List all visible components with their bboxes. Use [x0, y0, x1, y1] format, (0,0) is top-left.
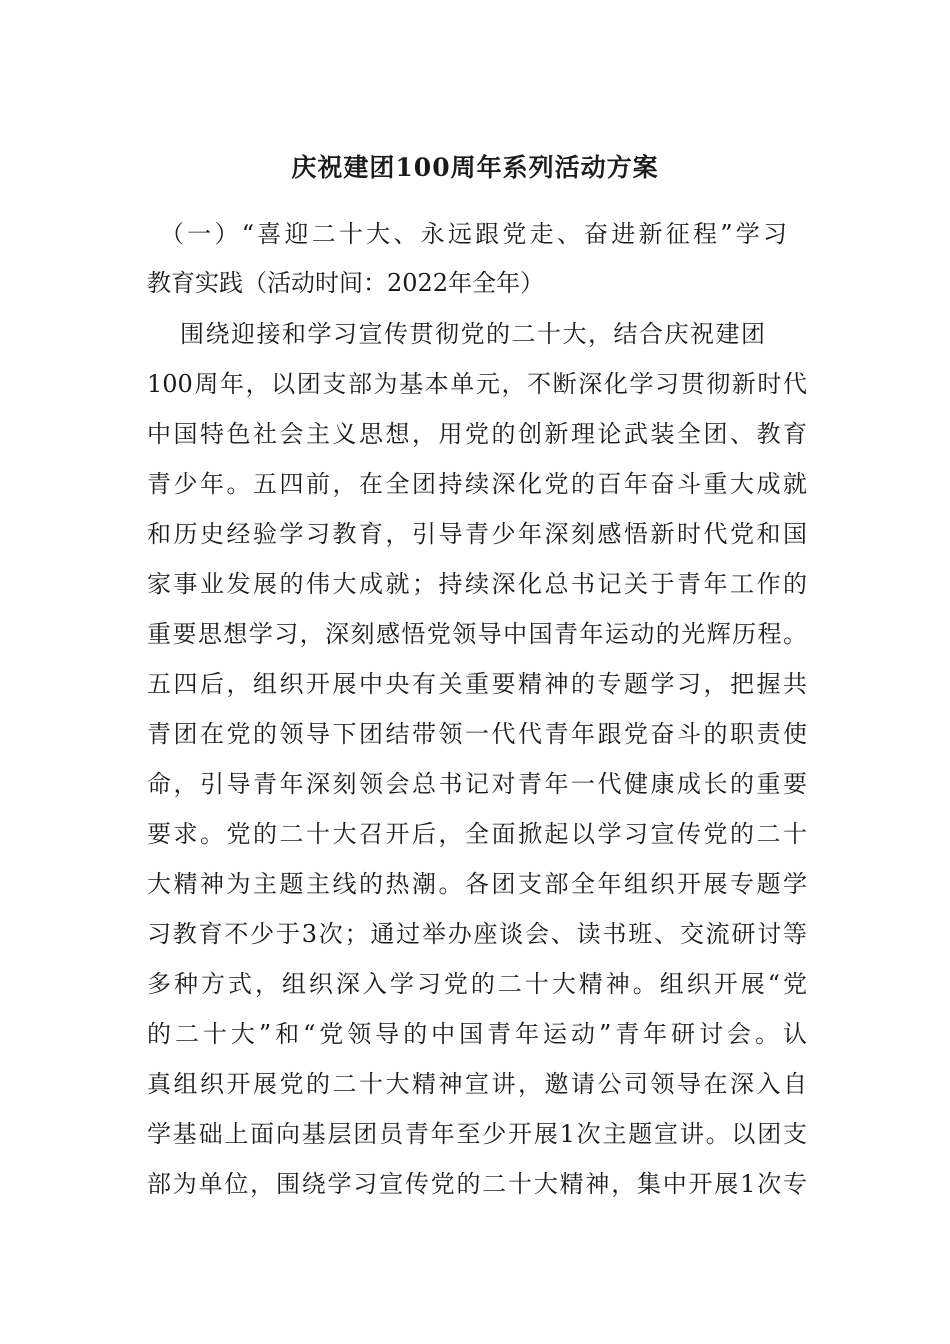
body-line-13: 习教育不少于3次；通过举办座谈会、读书班、交流研讨等 [147, 920, 807, 948]
body-line-14: 多种方式，组织深入学习党的二十大精神。组织开展“党 [147, 970, 807, 998]
body-line-18: 部为单位，围绕学习宣传党的二十大精神，集中开展1次专 [147, 1170, 807, 1198]
body-line-7: 重要思想学习，深刻感悟党领导中国青年运动的光辉历程。 [147, 620, 807, 648]
body-line-8: 五四后，组织开展中央有关重要精神的专题学习，把握共 [147, 670, 807, 698]
body-line-10: 命，引导青年深刻领会总书记对青年一代健康成长的重要 [147, 770, 807, 798]
body-line-5: 和历史经验学习教育，引导青少年深刻感悟新时代党和国 [147, 520, 807, 548]
body-line-1: 围绕迎接和学习宣传贯彻党的二十大，结合庆祝建团 [180, 320, 765, 348]
body-line-16: 真组织开展党的二十大精神宣讲，邀请公司领导在深入自 [147, 1070, 807, 1098]
body-line-15: 的二十大”和“党领导的中国青年运动”青年研讨会。认 [147, 1020, 807, 1048]
section-heading-line-1: （一）“喜迎二十大、永远跟党走、奋进新征程”学习 [160, 220, 787, 248]
body-line-3: 中国特色社会主义思想，用党的创新理论武装全团、教育 [147, 420, 807, 448]
section-heading-line-2: 教育实践（活动时间：2022年全年） [147, 269, 545, 297]
body-line-2: 100周年，以团支部为基本单元，不断深化学习贯彻新时代 [147, 370, 807, 398]
body-line-9: 青团在党的领导下团结带领一代代青年跟党奋斗的职责使 [147, 720, 807, 748]
body-line-17: 学基础上面向基层团员青年至少开展1次主题宣讲。以团支 [147, 1120, 807, 1148]
body-line-4: 青少年。五四前，在全团持续深化党的百年奋斗重大成就 [147, 470, 807, 498]
body-line-12: 大精神为主题主线的热潮。各团支部全年组织开展专题学 [147, 870, 807, 898]
document-title: 庆祝建团100周年系列活动方案 [291, 153, 659, 182]
body-line-11: 要求。党的二十大召开后，全面掀起以学习宣传党的二十 [147, 820, 807, 848]
body-line-6: 家事业发展的伟大成就；持续深化总书记关于青年工作的 [147, 570, 807, 598]
